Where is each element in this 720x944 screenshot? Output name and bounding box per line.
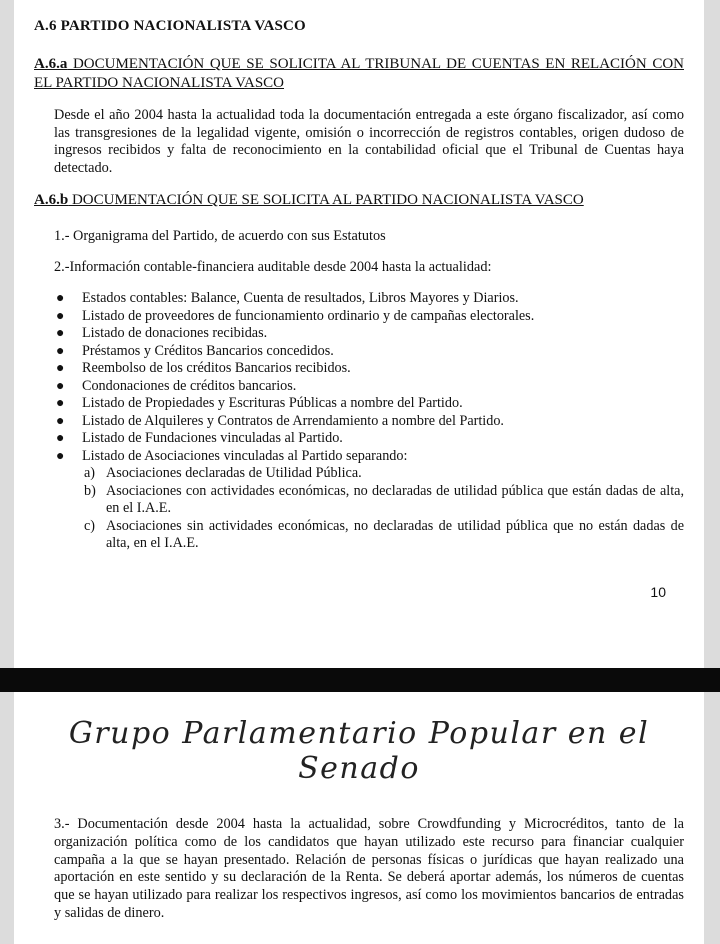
list-item [54, 378, 684, 396]
numbered-item-1: 1.- Organigrama del Partido, de acuerdo con sus Estatutos [54, 228, 386, 244]
paragraph-3: 3.- Documentación desde 2004 hasta la actualidad, sobre Crowdfunding y Microcréditos, tanto de la organización política como de los candidatos que hayan utilizado este recurso para financiar cualquier campaña a la que se hayan presentado. Relación de personas físicas o jurídicas que hayan realizado una aportación en este sentido y su declaración de la Renta. Se deberá aportar además, los números de cuentas que se hayan utilizado para realizar los respectivos ingresos, así como los movimientos bancarios de entradas y salidas de dinero. [54, 816, 684, 921]
bullet-icon: ● [56, 448, 65, 464]
bullet-list [54, 290, 684, 553]
list-item-text: Estados contables: Balance, Cuenta de resultados, Libros Mayores y Diarios. [82, 290, 519, 306]
subsection-a-heading [34, 55, 684, 93]
list-item-text: Listado de Propiedades y Escrituras Públicas a nombre del Partido. [82, 395, 463, 411]
sub-list [82, 465, 684, 553]
bullet-icon: ● [56, 413, 65, 429]
sub-item-letter: b) [84, 482, 96, 499]
bullet-icon: ● [56, 308, 65, 324]
subsection-b-title: DOCUMENTACIÓN QUE SE SOLICITA AL PARTIDO NACIONALISTA VASCO [68, 192, 584, 208]
paragraph-a: Desde el año 2004 hasta la actualidad toda la documentación entregada a este órgano fiscalizador, así como las transgresiones de la legalidad vigente, omisión o incorrección de registros contables, origen dudoso de ingresos recibidos y falta de reconocimiento en la contabilidad oficial que el Tribunal de Cuentas haya detectado. [54, 107, 684, 176]
subsection-b-code: A.6.b [34, 192, 69, 208]
list-item [54, 413, 684, 431]
document-page-1 [14, 0, 704, 668]
list-item-text: Listado de Fundaciones vinculadas al Partido. [82, 430, 343, 446]
list-item [54, 360, 684, 378]
list-item [54, 343, 684, 361]
subsection-b-heading [34, 191, 684, 210]
bullet-icon: ● [56, 396, 65, 411]
sub-item-text: Asociaciones declaradas de Utilidad Pública. [106, 465, 362, 481]
list-item [54, 395, 684, 413]
sub-item-text: Asociaciones sin actividades económicas, no declaradas de utilidad pública que no están dadas de alta, en el I.A.E. [106, 517, 684, 551]
list-item-text: Listado de proveedores de funcionamiento ordinario y de campañas electorales. [82, 307, 535, 324]
list-item-text: Reembolso de los créditos Bancarios recibidos. [82, 360, 351, 376]
sub-list-item [82, 483, 684, 518]
subsection-a-title: DOCUMENTACIÓN QUE SE SOLICITA AL TRIBUNAL DE CUENTAS EN RELACIÓN CON EL PARTIDO NACIONALISTA VASCO [34, 56, 684, 91]
list-item [54, 308, 684, 326]
list-item [54, 290, 684, 308]
page-separator [0, 668, 720, 692]
sub-list-item [82, 518, 684, 553]
list-item [54, 448, 684, 553]
numbered-item-2: 2.-Información contable-financiera auditable desde 2004 hasta la actualidad: [54, 259, 492, 275]
sub-list-item [82, 465, 684, 483]
letterhead: Grupo Parlamentario Popular en el Senado [68, 716, 650, 786]
document-page-2 [14, 692, 704, 944]
sub-item-letter: c) [84, 517, 96, 534]
bullet-icon: ● [56, 291, 65, 306]
bullet-icon: ● [56, 431, 65, 446]
bullet-icon: ● [56, 378, 65, 394]
page-number: 10 [650, 584, 666, 600]
bullet-icon: ● [56, 361, 65, 376]
list-item [54, 430, 684, 448]
subsection-a-code: A.6.a [34, 56, 68, 72]
list-item-text: Condonaciones de créditos bancarios. [82, 377, 297, 394]
list-item-text: Listado de donaciones recibidas. [82, 325, 268, 341]
list-item [54, 325, 684, 343]
list-item-text: Listado de Asociaciones vinculadas al Partido separando: [82, 447, 408, 464]
sub-item-text: Asociaciones con actividades económicas, no declaradas de utilidad pública que están dadas de alta, en el I.A.E. [106, 482, 684, 516]
bullet-icon: ● [56, 343, 65, 359]
sub-item-letter: a) [84, 465, 96, 481]
bullet-icon: ● [56, 326, 65, 341]
list-item-text: Listado de Alquileres y Contratos de Arrendamiento a nombre del Partido. [82, 412, 504, 429]
section-title: A.6 PARTIDO NACIONALISTA VASCO [34, 18, 306, 34]
list-item-text: Préstamos y Créditos Bancarios concedidos. [82, 342, 334, 359]
